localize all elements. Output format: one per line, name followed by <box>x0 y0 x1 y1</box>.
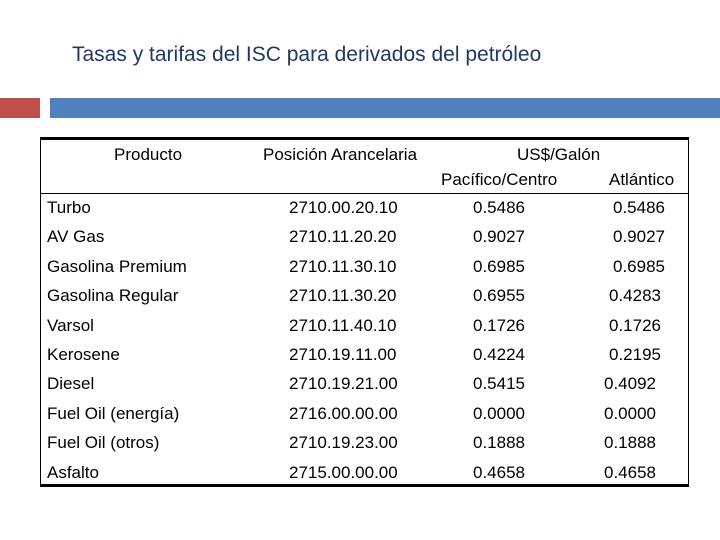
cell-pacifico: 0.9027 <box>473 227 525 246</box>
cell-atlantico: 0.4092 <box>604 374 656 393</box>
header-posicion-arancelaria: Posición Arancelaria <box>263 145 418 164</box>
cell-producto: Diesel <box>47 374 95 393</box>
header-usd-galon: US$/Galón <box>517 145 601 164</box>
cell-producto: Kerosene <box>47 345 120 364</box>
cell-posicion: 2716.00.00.00 <box>289 404 398 423</box>
cell-atlantico: 0.1888 <box>604 433 656 452</box>
header-pacifico-centro: Pacífico/Centro <box>441 170 558 189</box>
cell-producto: Turbo <box>47 198 91 217</box>
cell-atlantico: 0.6985 <box>613 257 665 276</box>
cell-posicion: 2710.19.11.00 <box>289 345 397 364</box>
cell-producto: Fuel Oil (energía) <box>47 404 180 423</box>
cell-producto: Gasolina Regular <box>47 286 179 305</box>
cell-pacifico: 0.5486 <box>473 198 525 217</box>
cell-posicion: 2710.11.40.10 <box>289 316 397 335</box>
cell-posicion: 2710.11.30.10 <box>289 257 397 276</box>
cell-producto: Varsol <box>47 316 94 335</box>
cell-pacifico: 0.4658 <box>473 463 525 482</box>
cell-posicion: 2710.11.30.20 <box>289 286 397 305</box>
cell-pacifico: 0.6955 <box>473 286 525 305</box>
cell-atlantico: 0.0000 <box>604 404 656 423</box>
header-divider <box>40 193 689 194</box>
cell-producto: Gasolina Premium <box>47 257 187 276</box>
cell-atlantico: 0.4658 <box>604 463 656 482</box>
cell-pacifico: 0.5415 <box>473 374 525 393</box>
page-title: Tasas y tarifas del ISC para derivados del petróleo <box>72 43 542 66</box>
cell-pacifico: 0.1726 <box>473 316 525 335</box>
cell-pacifico: 0.1888 <box>473 433 525 452</box>
cell-producto: Fuel Oil (otros) <box>47 433 160 452</box>
header-producto: Producto <box>114 145 183 164</box>
cell-atlantico: 0.4283 <box>609 286 661 305</box>
cell-posicion: 2715.00.00.00 <box>289 463 398 482</box>
cell-atlantico: 0.2195 <box>609 345 661 364</box>
cell-atlantico: 0.1726 <box>609 316 661 335</box>
cell-posicion: 2710.00.20.10 <box>289 198 398 217</box>
cell-posicion: 2710.19.23.00 <box>289 433 398 452</box>
accent-bar-blue <box>50 98 720 118</box>
cell-posicion: 2710.11.20.20 <box>289 227 397 246</box>
cell-atlantico: 0.9027 <box>613 227 665 246</box>
header-atlantico: Atlántico <box>609 170 675 189</box>
cell-posicion: 2710.19.21.00 <box>289 374 398 393</box>
cell-pacifico: 0.0000 <box>473 404 525 423</box>
cell-pacifico: 0.4224 <box>473 345 525 364</box>
cell-atlantico: 0.5486 <box>613 198 665 217</box>
cell-producto: AV Gas <box>47 227 105 246</box>
cell-pacifico: 0.6985 <box>473 257 525 276</box>
cell-producto: Asfalto <box>47 463 99 482</box>
accent-bar-red <box>0 98 40 118</box>
